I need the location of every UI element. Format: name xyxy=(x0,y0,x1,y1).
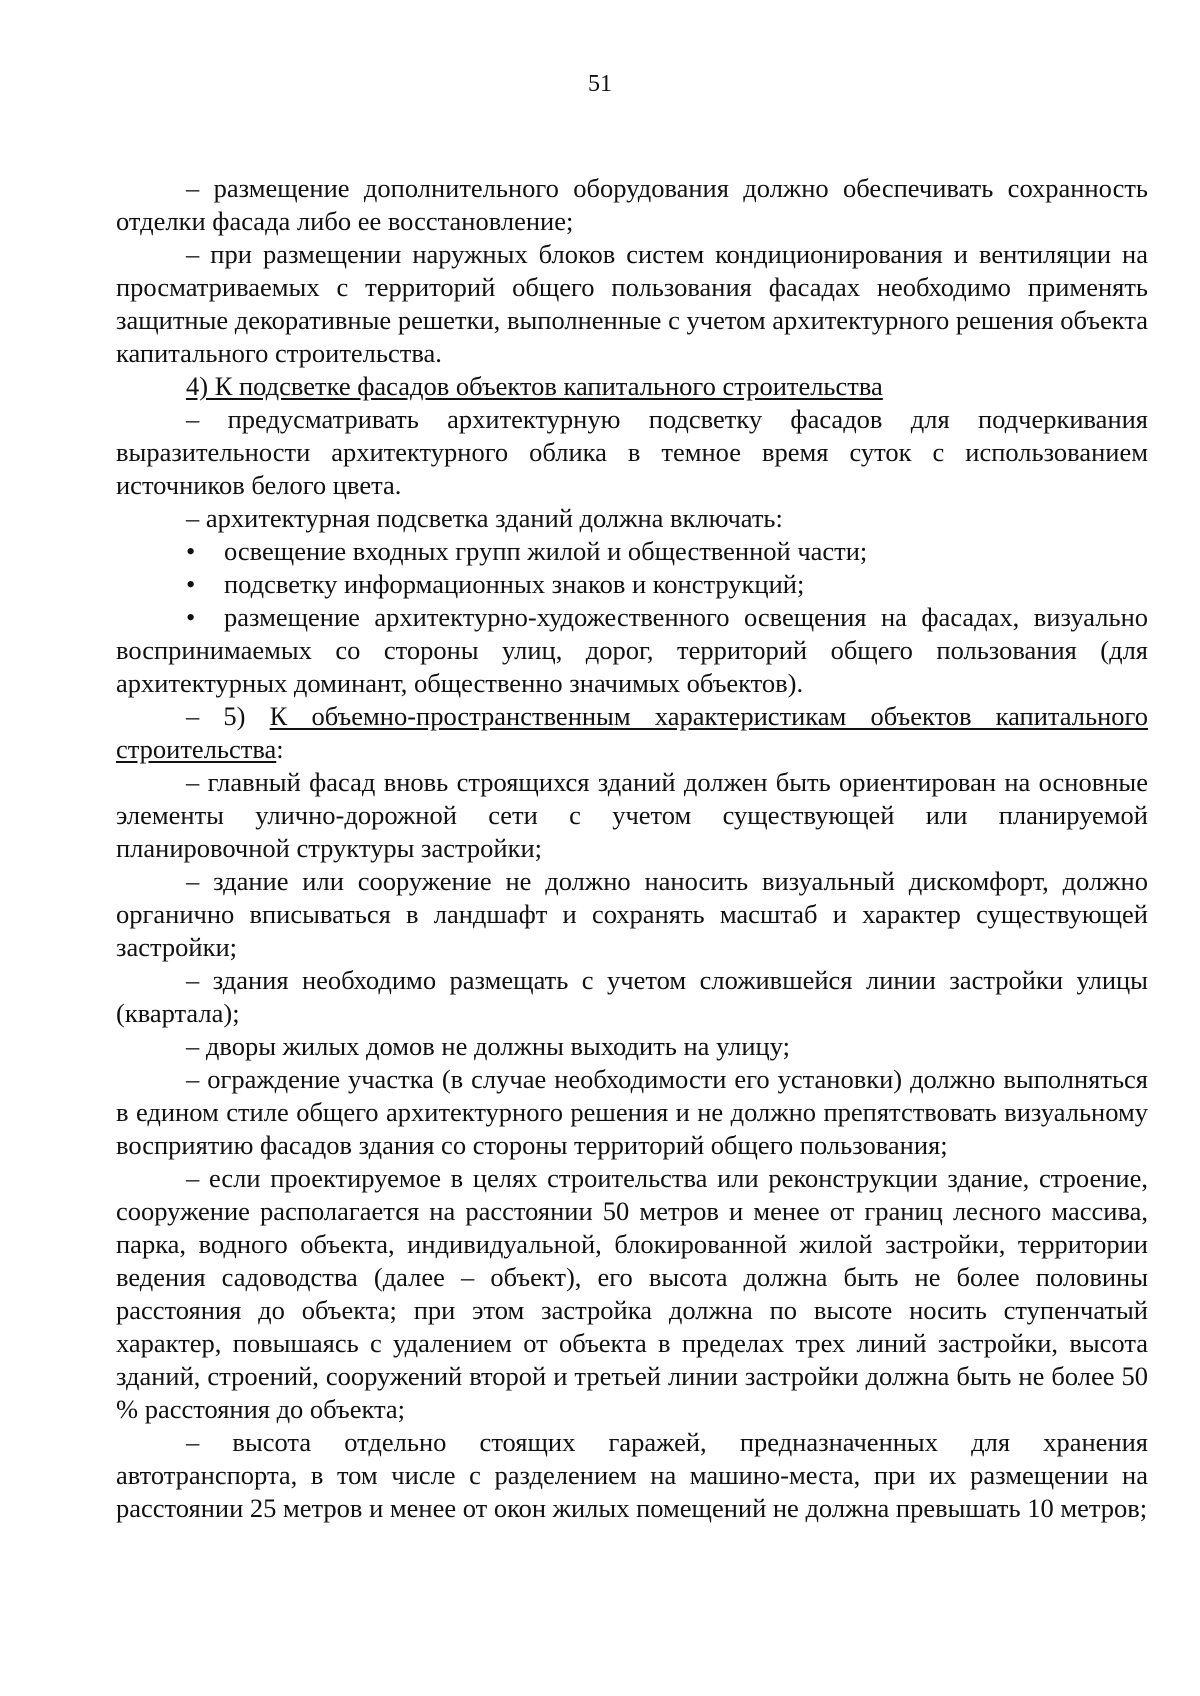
bullet-icon: • xyxy=(186,602,196,632)
paragraph-building-line: – здания необходимо размещать с учетом сложившейся линии застройки улицы (квартала); xyxy=(116,965,1148,1028)
paragraph-height-limits: – если проектируемое в целях строительства или реконструкции здание, строение, сооружение располагается на расстоянии 50 метров и менее от границ лесного массива, парка, водного объекта, индивидуальной, блокированной жилой застройки, территории ведения садоводства (далее – объект), его высота должна быть не более половины расстояния до объекта; при этом застройка должна по высоте носить ступенчатый характер, повышаясь с удалением от объекта в пределах трех линий застройки, высота зданий, строений, сооружений второй и третьей линии застройки должна быть не более 50 % расстояния до объекта; xyxy=(116,1163,1148,1424)
page-number: 51 xyxy=(588,71,612,97)
paragraph-ac-units: – при размещении наружных блоков систем кондиционирования и вентиляции на просматриваемых с территорий общего пользования фасадах необходимо применять защитные декоративные решетки, выполненные с учетом архитектурного решения объекта капитального строительства. xyxy=(116,239,1148,368)
paragraph-fencing: – ограждение участка (в случае необходимости его установки) должно выполняться в едином стиле общего архитектурного решения и не должно препятствовать визуальному восприятию фасадов здания со стороны территорий общего пользования; xyxy=(116,1064,1148,1160)
section-heading-text: К объемно-пространственным характеристикам объектов капитального строительства xyxy=(116,701,1149,764)
document-body xyxy=(116,172,1148,1525)
bullet-item-text: размещение архитектурно-художественного освещения на фасадах, визуально воспринимаемых со стороны улиц, дорог, территорий общего пользования (для архитектурных доминант, общественно значимых объектов). xyxy=(116,602,1148,698)
paragraph-garage-height: – высота отдельно стоящих гаражей, предназначенных для хранения автотранспорта, в том числе с разделением на машино-места, при их размещении на расстоянии 25 метров и менее от окон жилых помещений не должна превышать 10 метров; xyxy=(116,1427,1148,1523)
section-heading-text: 4) К подсветке фасадов объектов капитального строительства xyxy=(186,371,883,401)
paragraph-main-facade: – главный фасад вновь строящихся зданий должен быть ориентирован на основные элементы улично-дорожной сети с учетом существующей или планируемой планировочной структуры застройки; xyxy=(116,767,1148,863)
paragraph-equipment-placement: – размещение дополнительного оборудования должно обеспечивать сохранность отделки фасада либо ее восстановление; xyxy=(116,173,1148,236)
section-heading-spatial-characteristics xyxy=(116,700,1148,766)
paragraph-lighting-includes: – архитектурная подсветка зданий должна включать: xyxy=(186,503,783,533)
bullet-item-sign-lighting xyxy=(116,568,1148,601)
section-heading-prefix: – 5) xyxy=(186,701,270,731)
bullet-icon: • xyxy=(186,536,196,566)
bullet-icon: • xyxy=(186,569,196,599)
bullet-item-entrance-lighting xyxy=(116,535,1148,568)
section-heading-facade-lighting xyxy=(116,370,1148,403)
paragraph-architectural-lighting: – предусматривать архитектурную подсветку фасадов для подчеркивания выразительности архитектурного облика в темное время суток с использованием источников белого цвета. xyxy=(116,404,1148,500)
paragraph-courtyards: – дворы жилых домов не должны выходить на улицу; xyxy=(186,1031,791,1061)
paragraph-visual-comfort: – здание или сооружение не должно наносить визуальный дискомфорт, должно органично вписываться в ландшафт и сохранять масштаб и характер существующей застройки; xyxy=(116,866,1148,962)
bullet-item-text: подсветку информационных знаков и конструкций; xyxy=(224,569,805,599)
section-heading-suffix: : xyxy=(276,734,284,764)
bullet-item-text: освещение входных групп жилой и общественной части; xyxy=(224,536,868,566)
bullet-item-artistic-lighting xyxy=(116,601,1148,700)
